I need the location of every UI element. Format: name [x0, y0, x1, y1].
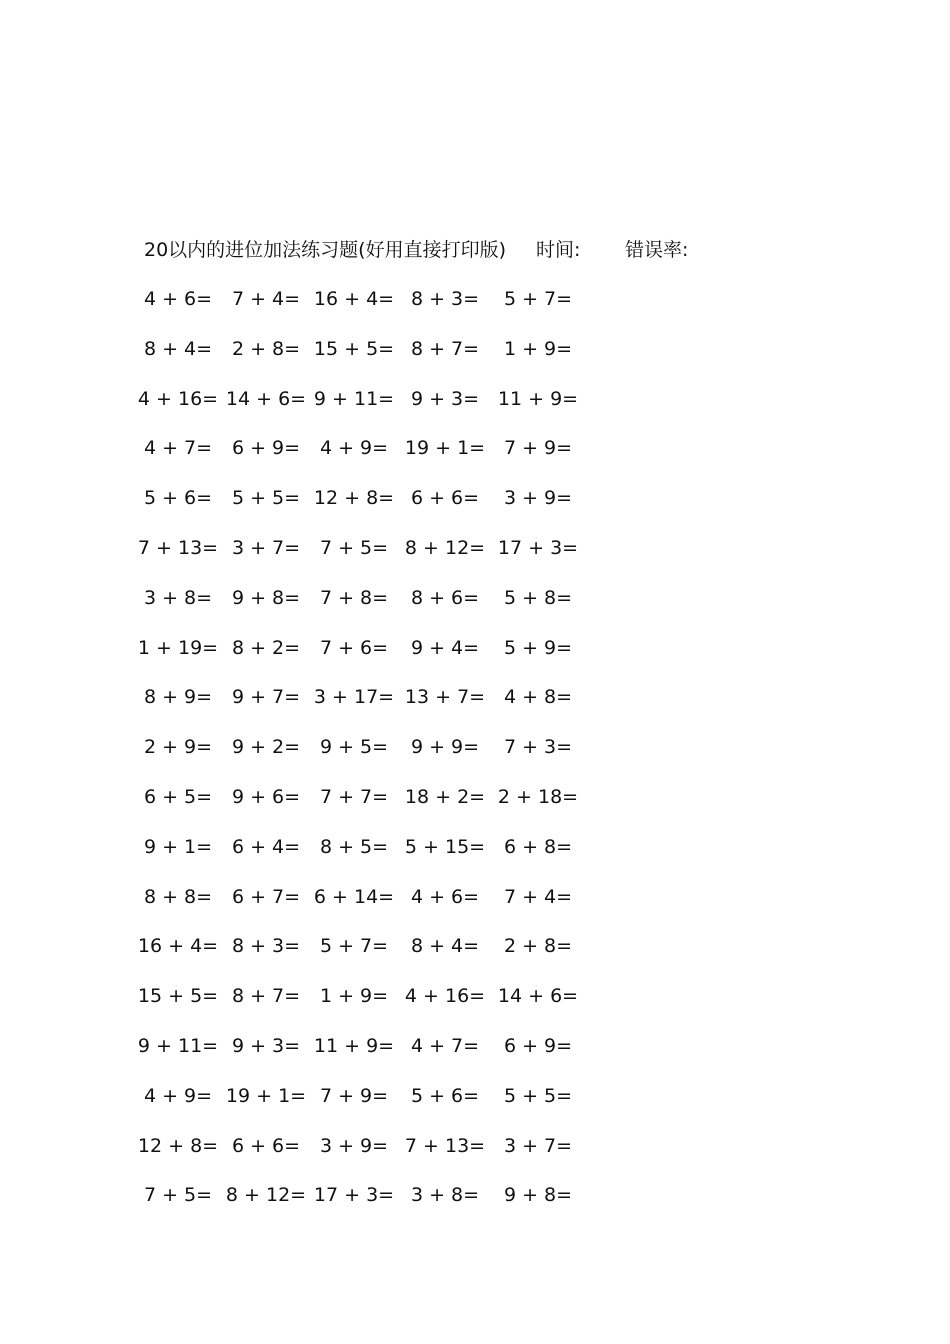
problem-item: 8 + 7=: [231, 985, 301, 1007]
problem-item: 9 + 4=: [410, 637, 480, 659]
problem-item: 16 + 4=: [137, 935, 219, 957]
problem-item: 3 + 8=: [410, 1184, 480, 1206]
problem-item: 14 + 6=: [225, 388, 307, 410]
problem-item: 4 + 9=: [319, 437, 389, 459]
problem-item: 9 + 3=: [410, 388, 480, 410]
problem-item: 9 + 11=: [137, 1035, 219, 1057]
problem-item: 7 + 7=: [319, 786, 389, 808]
problem-item: 8 + 4=: [143, 338, 213, 360]
problem-item: 4 + 6=: [410, 886, 480, 908]
problem-item: 8 + 3=: [410, 288, 480, 310]
problem-item: 9 + 8=: [503, 1184, 573, 1206]
problem-item: 3 + 9=: [503, 487, 573, 509]
worksheet-title: 20以内的进位加法练习题(好用直接打印版): [144, 239, 507, 261]
problem-item: 9 + 2=: [231, 736, 301, 758]
problem-item: 5 + 5=: [503, 1085, 573, 1107]
problem-item: 8 + 12=: [225, 1184, 307, 1206]
problem-item: 5 + 7=: [503, 288, 573, 310]
problem-item: 4 + 8=: [503, 686, 573, 708]
problem-item: 9 + 6=: [231, 786, 301, 808]
problem-item: 9 + 5=: [319, 736, 389, 758]
problem-item: 16 + 4=: [313, 288, 395, 310]
problem-item: 4 + 9=: [143, 1085, 213, 1107]
problem-item: 9 + 9=: [410, 736, 480, 758]
problem-item: 7 + 4=: [231, 288, 301, 310]
problem-item: 3 + 7=: [231, 537, 301, 559]
problem-item: 17 + 3=: [497, 537, 579, 559]
problem-item: 2 + 9=: [143, 736, 213, 758]
problem-item: 5 + 6=: [410, 1085, 480, 1107]
problem-item: 9 + 11=: [313, 388, 395, 410]
problem-item: 8 + 5=: [319, 836, 389, 858]
problem-item: 4 + 16=: [404, 985, 486, 1007]
problem-item: 6 + 4=: [231, 836, 301, 858]
problem-item: 9 + 3=: [231, 1035, 301, 1057]
problem-item: 11 + 9=: [313, 1035, 395, 1057]
problem-item: 3 + 7=: [503, 1135, 573, 1157]
problem-item: 2 + 8=: [503, 935, 573, 957]
problem-item: 5 + 15=: [404, 836, 486, 858]
problem-item: 12 + 8=: [137, 1135, 219, 1157]
problem-item: 6 + 6=: [410, 487, 480, 509]
problem-item: 12 + 8=: [313, 487, 395, 509]
problem-item: 8 + 2=: [231, 637, 301, 659]
problem-item: 7 + 4=: [503, 886, 573, 908]
problem-item: 5 + 6=: [143, 487, 213, 509]
problem-item: 5 + 9=: [503, 637, 573, 659]
problem-item: 15 + 5=: [137, 985, 219, 1007]
problem-item: 14 + 6=: [497, 985, 579, 1007]
problem-item: 1 + 9=: [319, 985, 389, 1007]
error-rate-label: 错误率:: [625, 239, 689, 261]
problem-item: 17 + 3=: [313, 1184, 395, 1206]
problem-item: 7 + 5=: [319, 537, 389, 559]
problem-item: 6 + 7=: [231, 886, 301, 908]
problem-item: 7 + 5=: [143, 1184, 213, 1206]
problem-item: 5 + 7=: [319, 935, 389, 957]
problem-item: 6 + 9=: [231, 437, 301, 459]
problem-item: 8 + 7=: [410, 338, 480, 360]
problem-item: 6 + 8=: [503, 836, 573, 858]
problem-item: 9 + 7=: [231, 686, 301, 708]
problem-item: 8 + 3=: [231, 935, 301, 957]
problem-item: 2 + 18=: [497, 786, 579, 808]
problem-item: 5 + 5=: [231, 487, 301, 509]
problem-item: 9 + 8=: [231, 587, 301, 609]
problem-item: 3 + 9=: [319, 1135, 389, 1157]
problem-item: 8 + 6=: [410, 587, 480, 609]
problem-item: 6 + 6=: [231, 1135, 301, 1157]
problem-item: 19 + 1=: [404, 437, 486, 459]
problem-item: 9 + 1=: [143, 836, 213, 858]
time-label: 时间:: [536, 239, 581, 261]
problem-item: 4 + 7=: [410, 1035, 480, 1057]
problem-item: 7 + 8=: [319, 587, 389, 609]
problem-item: 4 + 7=: [143, 437, 213, 459]
problem-item: 6 + 14=: [313, 886, 395, 908]
problem-item: 11 + 9=: [497, 388, 579, 410]
problem-item: 6 + 9=: [503, 1035, 573, 1057]
problem-item: 19 + 1=: [225, 1085, 307, 1107]
problem-item: 1 + 19=: [137, 637, 219, 659]
problem-item: 15 + 5=: [313, 338, 395, 360]
problem-item: 7 + 9=: [503, 437, 573, 459]
problem-item: 7 + 13=: [404, 1135, 486, 1157]
problem-item: 7 + 6=: [319, 637, 389, 659]
problem-item: 8 + 12=: [404, 537, 486, 559]
problem-item: 8 + 8=: [143, 886, 213, 908]
problem-item: 4 + 6=: [143, 288, 213, 310]
problem-item: 7 + 3=: [503, 736, 573, 758]
problem-item: 4 + 16=: [137, 388, 219, 410]
problem-item: 2 + 8=: [231, 338, 301, 360]
problem-item: 8 + 4=: [410, 935, 480, 957]
problem-item: 7 + 9=: [319, 1085, 389, 1107]
problem-item: 7 + 13=: [137, 537, 219, 559]
problem-item: 5 + 8=: [503, 587, 573, 609]
problem-item: 1 + 9=: [503, 338, 573, 360]
problem-item: 18 + 2=: [404, 786, 486, 808]
problem-item: 3 + 17=: [313, 686, 395, 708]
problem-item: 3 + 8=: [143, 587, 213, 609]
problem-item: 8 + 9=: [143, 686, 213, 708]
problem-item: 13 + 7=: [404, 686, 486, 708]
problem-item: 6 + 5=: [143, 786, 213, 808]
